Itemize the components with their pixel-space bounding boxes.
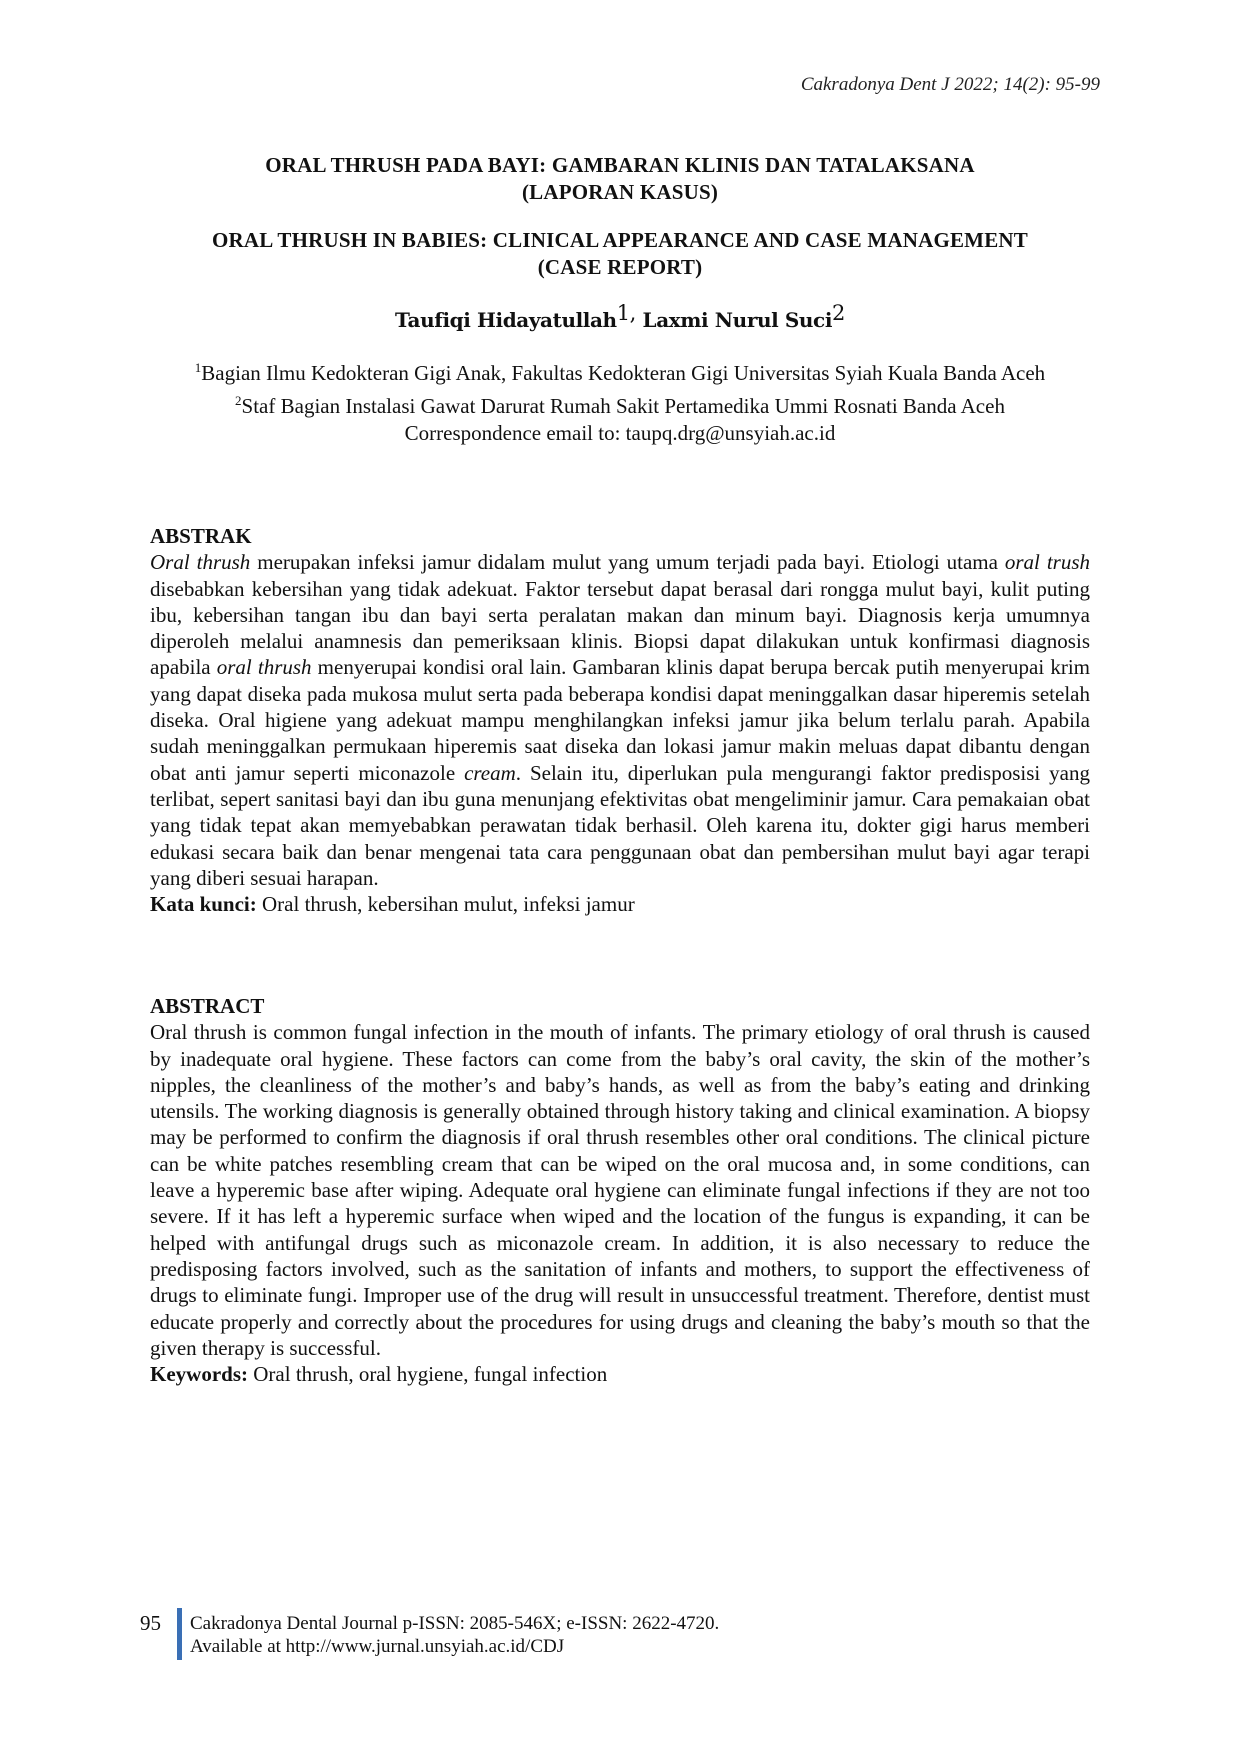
- kata-kunci-label: Kata kunci:: [150, 892, 257, 917]
- page-number: 95: [140, 1611, 161, 1635]
- title-en-line: ORAL THRUSH IN BABIES: CLINICAL APPEARANCE AND CASE MANAGEMENT: [212, 228, 1028, 252]
- footer-issn: Cakradonya Dental Journal p-ISSN: 2085-546X; e-ISSN: 2622-4720.: [190, 1613, 720, 1634]
- kata-kunci-text: Oral thrush, kebersihan mulut, infeksi jamur: [256, 892, 635, 917]
- abstract-body: Oral thrush is common fungal infection in the mouth of infants. The primary etiology of oral thrush is caused by inadequate oral hygiene. These factors can come from the baby’s oral cavity, the skin of the mother’s nipples, the cleanliness of the mother’s and baby’s hands, as well as from the baby’s eating and drinking utensils. The working diagnosis is generally obtained through history taking and clinical examination. A biopsy may be performed to confirm the diagnosis if oral thrush resembles other oral conditions. The clinical picture can be white patches resembling cream that can be wiped on the oral mucosa and, in some conditions, can leave a hyperemic base after wiping. Adequate oral hygiene can eliminate fungal infections if they are not too severe. If it has left a hyperemic surface when wiped and the location of the fungus is expanding, it can be helped with antifungal drugs such as miconazole cream. In addition, it is also necessary to reduce the predisposing factors involved, such as the sanitation of infants and mothers, to support the effectiveness of drugs to eliminate fungi. Improper use of the drug will result in unsuccessful treatment. Therefore, dentist must educate properly and correctly about the procedures for using drugs and cleaning the baby’s mouth so that the given therapy is successful.: [150, 1020, 1090, 1360]
- abstract-heading: ABSTRACT: [150, 994, 265, 1018]
- correspondence-email: Correspondence email to: taupq.drg@unsyiah.ac.id: [404, 421, 836, 445]
- footer-journal-info: [190, 1612, 719, 1658]
- author-list: [150, 301, 1090, 332]
- keywords-text: Oral thrush, oral hygiene, fungal infection: [248, 1362, 608, 1387]
- author-name: Taufiqi Hidayatullah: [394, 308, 617, 332]
- abstrak-text: menyerupai kondisi oral lain. Gambaran klinis dapat berupa bercak putih menyerupai krim yang dapat diseka pada mukosa mulut serta pada beberapa kondisi dapat meninggalkan dasar hiperemis setelah diseka. Oral higiene yang adekuat mampu menghilangkan infeksi jamur jika belum terlalu parah. Apabila sudah meninggalkan permukaan hiperemis saat diseka dan lokasi jamur makin meluas dapat dibantu dengan obat anti jamur seperti miconazole: [150, 655, 1090, 785]
- author-affiliation-mark: 2: [832, 301, 845, 325]
- affiliation-text: Staf Bagian Instalasi Gawat Darurat Rumah Sakit Pertamedika Ummi Rosnati Banda Aceh: [241, 394, 1005, 418]
- footer-accent-bar: [177, 1608, 182, 1660]
- abstrak-text: . Selain itu, diperlukan pula mengurangi faktor predisposisi yang terlibat, sepert sanitasi bayi dan ibu guna menunjang efektivitas obat mengeliminir jamur. Cara pemakaian obat yang tidak tepat akan memyebabkan perawatan tidak berhasil. Oleh karena itu, dokter gigi harus memberi edukasi secara baik dan benar mengenai tata cara penggunaan obat dan pembersihan mulut bayi agar terapi yang diberi sesuai harapan.: [150, 760, 1090, 890]
- title-indonesian: [150, 152, 1090, 206]
- keywords-label: Keywords:: [150, 1362, 248, 1387]
- affiliation-1: [150, 354, 1090, 387]
- affiliations: [150, 354, 1090, 447]
- abstrak-heading: ABSTRAK: [150, 524, 252, 548]
- keywords: [150, 1361, 1090, 1387]
- author-name: Laxmi Nurul Suci: [642, 308, 833, 332]
- title-block: [150, 152, 1090, 447]
- title-en-line: (CASE REPORT): [537, 255, 703, 279]
- abstract-section: [150, 993, 1090, 1387]
- affiliation-2: [150, 387, 1090, 420]
- author-affiliation-mark: 1,: [616, 301, 636, 325]
- italic-term: cream: [464, 760, 516, 785]
- footer-url: Available at http://www.jurnal.unsyiah.ac.id/CDJ: [190, 1636, 565, 1657]
- italic-term: Oral thrush: [150, 550, 251, 575]
- abstrak-text: disebabkan kebersihan yang tidak adekuat. Faktor tersebut dapat berasal dari rongga mulut bayi, kulit puting ibu, kebersihan tangan ibu dan bayi serta peralatan makan dan minum bayi. Diagnosis kerja umumnya diperoleh melalui anamnesis dan pemeriksaan klinis. Biopsi dapat dilakukan untuk konfirmasi diagnosis apabila: [150, 576, 1090, 680]
- title-id-line: (LAPORAN KASUS): [521, 180, 719, 204]
- italic-term: oral trush: [1004, 550, 1091, 575]
- title-english: [150, 227, 1090, 281]
- kata-kunci: [150, 891, 1090, 917]
- affiliation-text: Bagian Ilmu Kedokteran Gigi Anak, Fakultas Kedokteran Gigi Universitas Syiah Kuala Banda Aceh: [201, 361, 1046, 385]
- abstrak-body: [150, 549, 1090, 891]
- running-head: Cakradonya Dent J 2022; 14(2): 95-99: [800, 74, 1100, 95]
- title-id-line: ORAL THRUSH PADA BAYI: GAMBARAN KLINIS DAN TATALAKSANA: [265, 153, 975, 177]
- abstrak-text: merupakan infeksi jamur didalam mulut yang umum terjadi pada bayi. Etiologi utama: [250, 550, 1005, 575]
- affiliation-mark: 1: [194, 360, 202, 375]
- affiliation-mark: 2: [235, 393, 242, 408]
- italic-term: oral thrush: [216, 655, 312, 680]
- abstrak-section: [150, 523, 1090, 917]
